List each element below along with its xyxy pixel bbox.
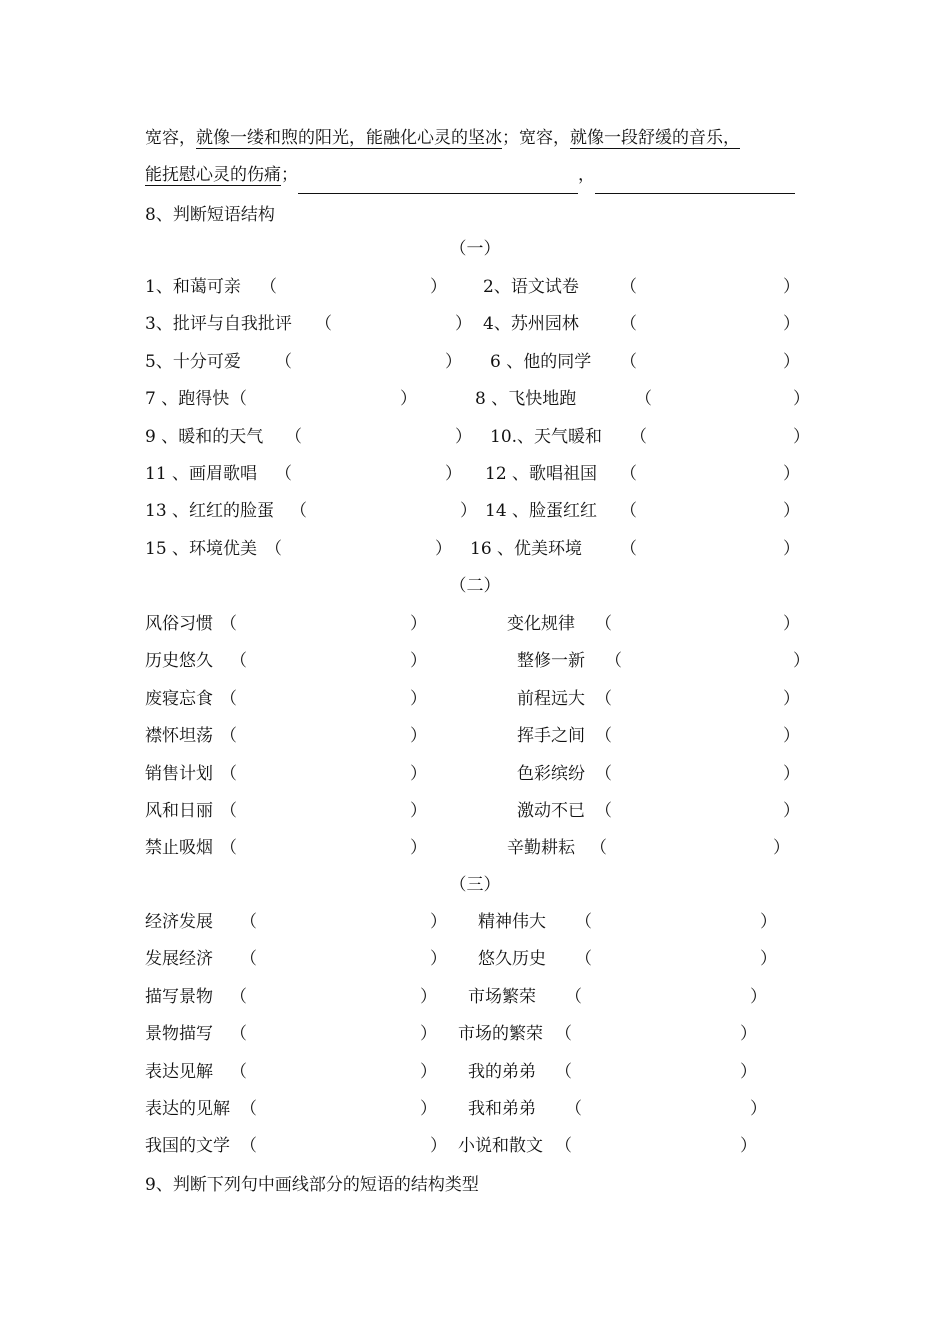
answer-open-paren[interactable]: （: [555, 1061, 572, 1082]
answer-close-paren[interactable]: ）: [783, 538, 800, 559]
answer-close-paren[interactable]: ）: [435, 538, 452, 559]
phrase-right: 2、语文试卷: [483, 277, 579, 297]
answer-close-paren[interactable]: ）: [793, 651, 810, 672]
answer-open-paren[interactable]: （: [595, 763, 612, 784]
intro-paragraph: [145, 120, 813, 194]
list-item: [145, 1057, 813, 1083]
answer-close-paren[interactable]: ）: [793, 389, 810, 410]
answer-open-paren[interactable]: （: [275, 464, 292, 484]
question-8-heading: 8、判断短语结构: [145, 205, 275, 225]
answer-open-paren[interactable]: （: [565, 986, 582, 1007]
answer-open-paren[interactable]: （: [275, 351, 292, 372]
phrase-left: 描写景物: [145, 986, 213, 1007]
intro-line-2: 能抚慰心灵的伤痛； ，: [145, 157, 813, 194]
answer-open-paren[interactable]: （: [220, 688, 237, 709]
answer-open-paren[interactable]: （: [230, 986, 247, 1007]
phrase-right: 小说和散文: [458, 1136, 543, 1157]
answer-close-paren[interactable]: ）: [793, 426, 810, 447]
answer-close-paren[interactable]: ）: [410, 651, 427, 672]
phrase-right: 挥手之间: [517, 726, 585, 747]
list-item: [145, 534, 813, 560]
list-item: [145, 609, 813, 635]
answer-close-paren[interactable]: ）: [783, 763, 800, 784]
answer-close-paren[interactable]: ）: [445, 351, 462, 372]
phrase-right: 市场的繁荣: [458, 1024, 543, 1045]
phrase-left: 5、十分可爱: [145, 351, 241, 372]
list-item: [145, 1131, 813, 1157]
answer-open-paren[interactable]: （: [240, 949, 257, 970]
phrase-left: 9 、暖和的天气: [145, 426, 264, 447]
answer-open-paren[interactable]: （: [230, 1061, 247, 1082]
list-item: [145, 721, 813, 747]
phrase-left: 风和日丽: [145, 801, 213, 821]
answer-open-paren[interactable]: （: [595, 726, 612, 747]
phrase-left: 风俗习惯: [145, 614, 213, 634]
answer-close-paren[interactable]: ）: [410, 726, 427, 747]
list-item: [145, 496, 813, 522]
answer-open-paren[interactable]: （: [620, 538, 637, 559]
phrase-right: 我的弟弟: [468, 1061, 536, 1082]
list-item: [145, 646, 813, 672]
answer-close-paren[interactable]: ）: [420, 1061, 437, 1082]
phrase-right: 辛勤耕耘: [507, 838, 575, 859]
phrase-right: 12 、歌唱祖国: [485, 464, 598, 484]
phrase-left: 1、和蔼可亲: [145, 277, 241, 297]
intro-line-1: 宽容，就像一缕和煦的阳光，能融化心灵的坚冰；宽容，就像一段舒缓的音乐，: [145, 128, 740, 148]
section-title-2: （二）: [449, 576, 501, 596]
answer-close-paren[interactable]: ）: [410, 801, 427, 821]
list-item: [145, 759, 813, 785]
phrase-left: 废寝忘食: [145, 688, 213, 709]
answer-open-paren[interactable]: （: [590, 838, 607, 859]
answer-blank[interactable]: [595, 169, 795, 194]
phrase-right: 6 、他的同学: [490, 351, 592, 372]
answer-close-paren[interactable]: ）: [460, 501, 477, 522]
answer-open-paren[interactable]: （: [285, 426, 302, 447]
answer-close-paren[interactable]: ）: [783, 351, 800, 372]
phrase-right: 14 、脸蛋红红: [485, 501, 598, 522]
answer-open-paren[interactable]: （: [260, 277, 277, 297]
answer-open-paren[interactable]: （: [220, 726, 237, 747]
phrase-right: 市场繁荣: [468, 986, 536, 1007]
answer-close-paren[interactable]: ）: [760, 912, 777, 932]
section-title-1: （一）: [449, 239, 501, 259]
answer-close-paren[interactable]: ）: [783, 614, 800, 634]
question-9-heading: 9、判断下列句中画线部分的短语的结构类型: [145, 1175, 479, 1195]
answer-open-paren[interactable]: （: [620, 501, 637, 522]
answer-close-paren[interactable]: ）: [430, 912, 447, 932]
phrase-left: 11 、画眉歌唱: [145, 464, 258, 484]
answer-close-paren[interactable]: ）: [783, 277, 800, 297]
phrase-right: 8 、飞快地跑: [475, 389, 577, 410]
phrase-left: 销售计划: [145, 763, 213, 784]
underlined-phrase: 就像一段舒缓的音乐，: [570, 128, 740, 148]
phrase-left: 表达见解: [145, 1061, 213, 1082]
answer-open-paren[interactable]: （: [230, 389, 247, 410]
answer-close-paren[interactable]: ）: [750, 986, 767, 1007]
answer-close-paren[interactable]: ）: [430, 277, 447, 297]
phrase-left: 3、批评与自我批评: [145, 314, 292, 335]
answer-open-paren[interactable]: （: [315, 314, 332, 335]
list-item: [145, 459, 813, 485]
answer-close-paren[interactable]: ）: [773, 838, 790, 859]
phrase-right: 激动不已: [517, 801, 585, 821]
answer-open-paren[interactable]: （: [575, 912, 592, 932]
list-item: [145, 384, 813, 410]
phrase-right: 变化规律: [507, 614, 575, 634]
answer-open-paren[interactable]: （: [240, 1136, 257, 1157]
phrase-left: 经济发展: [145, 912, 213, 932]
answer-blank[interactable]: [298, 169, 578, 194]
phrase-right: 整修一新: [517, 651, 585, 672]
answer-open-paren[interactable]: （: [620, 464, 637, 484]
phrase-left: 景物描写: [145, 1024, 213, 1045]
answer-open-paren[interactable]: （: [220, 763, 237, 784]
answer-open-paren[interactable]: （: [265, 538, 282, 559]
phrase-left: 禁止吸烟: [145, 838, 213, 859]
phrase-right: 10.、天气暖和: [490, 426, 603, 447]
answer-open-paren[interactable]: （: [230, 651, 247, 672]
list-item: [145, 833, 813, 859]
answer-open-paren[interactable]: （: [290, 501, 307, 522]
answer-close-paren[interactable]: ）: [783, 314, 800, 335]
phrase-left: 我国的文学: [145, 1136, 230, 1157]
phrase-left: 发展经济: [145, 949, 213, 970]
phrase-left: 表达的见解: [145, 1099, 230, 1119]
phrase-right: 我和弟弟: [468, 1099, 536, 1119]
phrase-right: 16 、优美环境: [470, 538, 583, 559]
answer-open-paren[interactable]: （: [240, 1099, 257, 1119]
underlined-phrase: 就像一缕和煦的阳光，能融化心灵的坚冰: [196, 128, 502, 148]
answer-close-paren[interactable]: ）: [783, 726, 800, 747]
phrase-left: 历史悠久: [145, 651, 213, 672]
answer-open-paren[interactable]: （: [565, 1099, 582, 1119]
answer-close-paren[interactable]: ）: [400, 389, 417, 410]
answer-close-paren[interactable]: ）: [410, 838, 427, 859]
phrase-right: 4、苏州园林: [483, 314, 579, 335]
phrase-left: 7 、跑得快: [145, 389, 230, 410]
list-item: [145, 982, 813, 1008]
answer-close-paren[interactable]: ）: [740, 1136, 757, 1157]
answer-open-paren[interactable]: （: [605, 651, 622, 672]
answer-close-paren[interactable]: ）: [410, 763, 427, 784]
section-title-3: （三）: [449, 875, 501, 895]
answer-open-paren[interactable]: （: [240, 912, 257, 932]
answer-open-paren[interactable]: （: [555, 1024, 572, 1045]
list-item: [145, 944, 813, 970]
answer-close-paren[interactable]: ）: [783, 688, 800, 709]
phrase-right: 精神伟大: [478, 912, 546, 932]
phrase-left: 15 、环境优美: [145, 538, 258, 559]
answer-open-paren[interactable]: （: [620, 351, 637, 372]
answer-close-paren[interactable]: ）: [760, 949, 777, 970]
phrase-left: 襟怀坦荡: [145, 726, 213, 747]
answer-open-paren[interactable]: （: [595, 801, 612, 821]
phrase-right: 悠久历史: [478, 949, 546, 970]
phrase-right: 色彩缤纷: [517, 763, 585, 784]
list-item: [145, 309, 813, 335]
answer-open-paren[interactable]: （: [230, 1024, 247, 1045]
answer-close-paren[interactable]: ）: [783, 801, 800, 821]
answer-close-paren[interactable]: ）: [783, 501, 800, 522]
list-item: [145, 684, 813, 710]
list-item: [145, 796, 813, 822]
answer-close-paren[interactable]: ）: [430, 1136, 447, 1157]
answer-open-paren[interactable]: （: [620, 314, 637, 335]
answer-close-paren[interactable]: ）: [750, 1099, 767, 1119]
answer-open-paren[interactable]: （: [620, 277, 637, 297]
answer-close-paren[interactable]: ）: [420, 1024, 437, 1045]
answer-close-paren[interactable]: ）: [430, 949, 447, 970]
answer-open-paren[interactable]: （: [595, 688, 612, 709]
answer-open-paren[interactable]: （: [555, 1136, 572, 1157]
answer-open-paren[interactable]: （: [595, 614, 612, 634]
answer-close-paren[interactable]: ）: [740, 1061, 757, 1082]
phrase-right: 前程远大: [517, 688, 585, 709]
answer-close-paren[interactable]: ）: [420, 1099, 437, 1119]
answer-close-paren[interactable]: ）: [445, 464, 462, 484]
underlined-phrase: 能抚慰心灵的伤痛: [145, 165, 281, 185]
list-item: [145, 272, 813, 298]
list-item: [145, 1094, 813, 1120]
answer-open-paren[interactable]: （: [635, 389, 652, 410]
answer-close-paren[interactable]: ）: [455, 314, 472, 335]
answer-open-paren[interactable]: （: [220, 801, 237, 821]
list-item: [145, 907, 813, 933]
answer-close-paren[interactable]: ）: [783, 464, 800, 484]
answer-close-paren[interactable]: ）: [740, 1024, 757, 1045]
answer-open-paren[interactable]: （: [630, 426, 647, 447]
answer-open-paren[interactable]: （: [575, 949, 592, 970]
answer-close-paren[interactable]: ）: [420, 986, 437, 1007]
answer-close-paren[interactable]: ）: [410, 614, 427, 634]
answer-close-paren[interactable]: ）: [410, 688, 427, 709]
answer-open-paren[interactable]: （: [220, 614, 237, 634]
list-item: [145, 1019, 813, 1045]
list-item: [145, 347, 813, 373]
list-item: [145, 422, 813, 448]
answer-open-paren[interactable]: （: [220, 838, 237, 859]
phrase-left: 13 、红红的脸蛋: [145, 501, 275, 522]
answer-close-paren[interactable]: ）: [455, 426, 472, 447]
